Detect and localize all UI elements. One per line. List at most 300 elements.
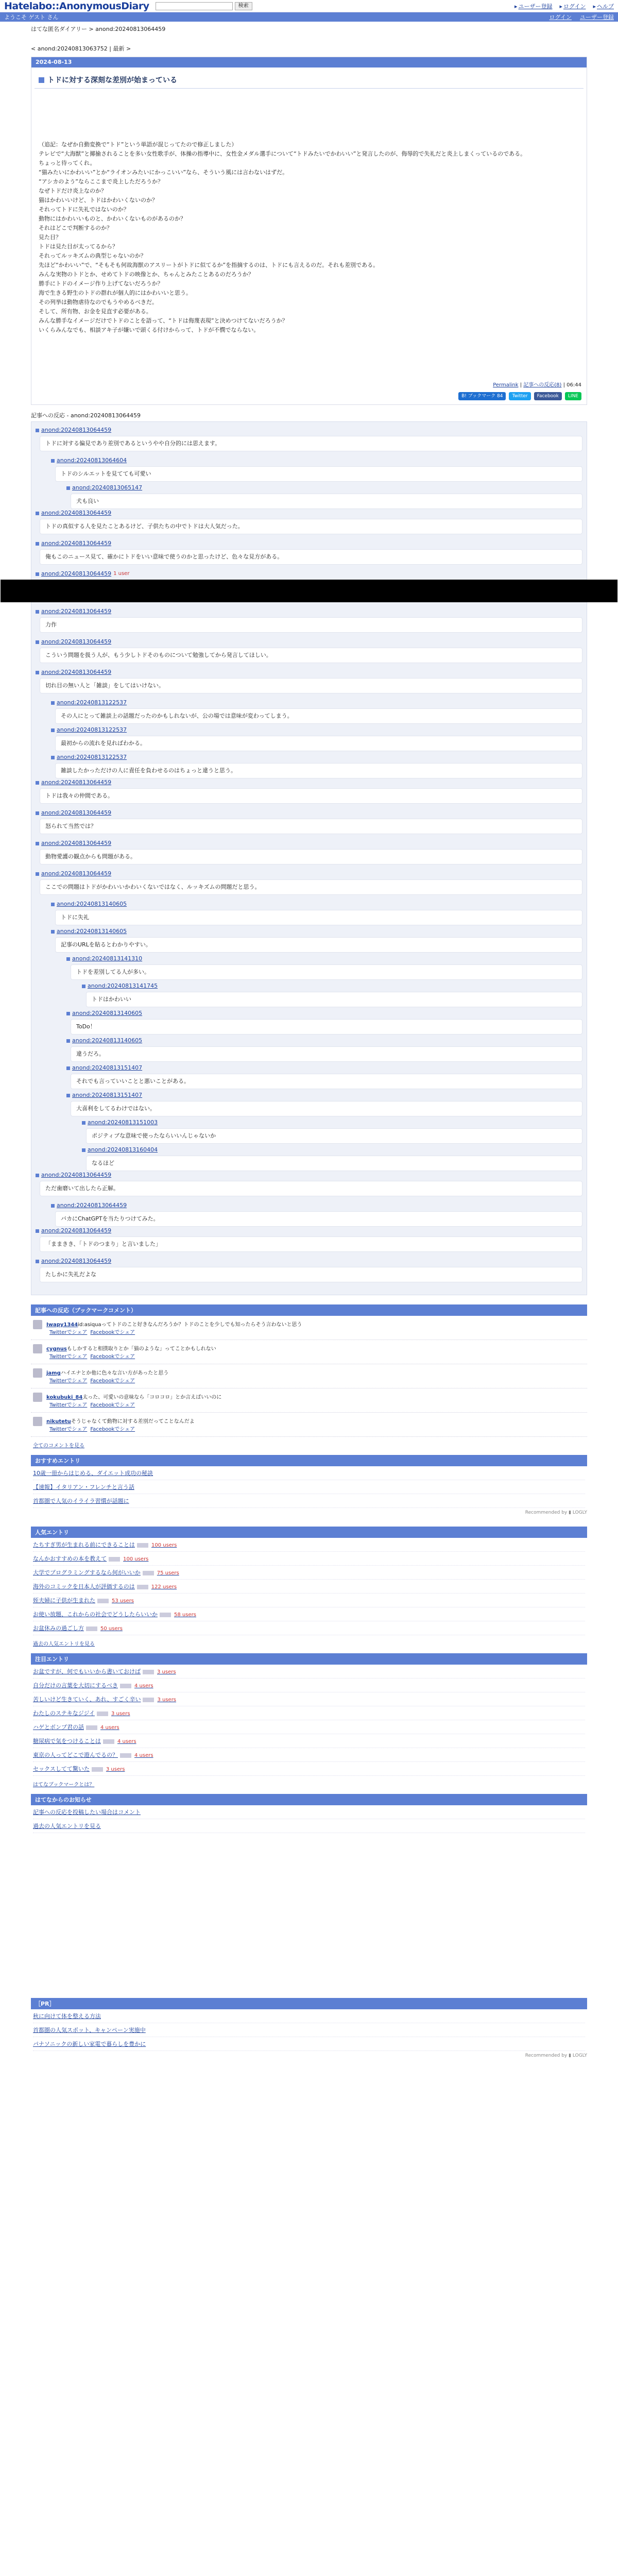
response-id-link[interactable]: anond:20240813160404 <box>88 1146 158 1153</box>
entry-paragraph: （追記：なぜか自動変換で“トド”という単語が混じってたので修正しました） <box>39 141 237 148</box>
share-link[interactable]: Twitterでシェア <box>49 1354 88 1360</box>
bookmark-content <box>46 1393 221 1408</box>
response-header <box>66 484 582 492</box>
response-id-link[interactable]: anond:20240813151407 <box>72 1064 143 1071</box>
entry-user-count[interactable]: 3 users <box>111 1711 130 1717</box>
entry-paragraph: いくらみんなでも、相談アキ子が嫌いで頭くる付けからって、トドが不憫でならない。 <box>39 327 260 333</box>
entry-title-link[interactable]: 海外のコミックを日本人が評価するのは <box>33 1583 135 1590</box>
response-header <box>36 638 582 646</box>
share-link[interactable]: Facebookでシェア <box>90 1330 135 1335</box>
info-entry[interactable]: 過去の人気エントリを見る <box>33 1819 585 1833</box>
entry-paragraph: ちょっと待ってくれ。 <box>39 160 96 166</box>
user-avatar[interactable] <box>33 1417 42 1426</box>
response-body: トドに失礼 <box>55 910 582 925</box>
bookmark-count-icon <box>143 1670 154 1674</box>
entry-paragraph: なぜトドだけ炎上なのか？ <box>39 188 107 194</box>
bookmark-user[interactable]: jamg <box>46 1370 61 1376</box>
bookmark-text: もしかすると相撲取りとか「猫のような」ってことかもしれない <box>66 1346 216 1352</box>
response-body: トドのシルエットを見てても可愛い <box>55 466 582 482</box>
response-header <box>51 753 582 761</box>
breadcrumb[interactable]: はてな匿名ダイアリー > anond:20240813064459 <box>31 26 166 32</box>
response-header <box>36 539 582 548</box>
entry-user-count[interactable]: 100 users <box>151 1543 177 1548</box>
response-id-link[interactable]: anond:20240813064459 <box>41 840 112 846</box>
entry-title-link[interactable]: 東京の人ってどこで遊んでるの？ <box>33 1752 118 1758</box>
response-id-link[interactable]: anond:20240813141310 <box>72 955 143 962</box>
bookmark-count-icon <box>86 1725 97 1730</box>
hot-more-link[interactable]: 過去の人気エントリを見る <box>33 1641 95 1647</box>
response-item <box>36 839 582 865</box>
bookmark-top <box>46 1344 216 1352</box>
bookmark-content <box>46 1344 216 1360</box>
response-body: 怒られて当然では？ <box>40 819 582 834</box>
response-header <box>66 955 582 963</box>
response-body: 動物愛護の観点からも問題がある。 <box>40 849 582 865</box>
entry-paragraph: それってルッキズムの典型じゃないのか？ <box>39 252 146 259</box>
bookmark-count-icon <box>137 1543 148 1548</box>
response-item <box>51 456 582 482</box>
bookmark-count-icon <box>92 1767 103 1772</box>
response-body: 切れ目の無い人と「雑談」をしてはいけない。 <box>40 678 582 693</box>
response-id-link[interactable]: anond:20240813064459 <box>41 638 112 645</box>
entry-paragraph: 見た目？ <box>39 234 61 241</box>
entry-item <box>33 1566 585 1580</box>
entry-title-link[interactable]: 大学でプログラミングするなら何がいいか <box>33 1569 141 1576</box>
entry-paragraph: みんな勝手なイメージだけでトドのことを語って、“トドは侮蔑表現”と決めつけてないだろうか？ <box>39 317 288 324</box>
response-header <box>51 927 582 936</box>
noted-entries-section <box>31 1653 587 1792</box>
bookmark-comment <box>31 1340 587 1364</box>
response-id-link[interactable]: anond:20240813064459 <box>41 1227 112 1234</box>
response-item <box>36 607 582 633</box>
share-link[interactable]: Facebookでシェア <box>90 1402 135 1408</box>
response-item <box>82 1118 582 1144</box>
header-link-login[interactable]: ▸ ログイン <box>559 2 586 10</box>
response-id-link[interactable]: anond:20240813140605 <box>57 901 127 907</box>
response-item <box>36 1227 582 1252</box>
entry-paragraph: テレビで“大海獣”と揶揄されることを多い女性歌手が、体操の指導中に、女性金メダル選手について“トドみたいでかわいい”と発言したのが、侮辱的で失礼だと炎上しまくっているのである。 <box>39 150 526 157</box>
response-header <box>36 426 582 434</box>
entry-title-text: トドに対する深刻な差別が始まっている <box>47 76 177 84</box>
share-link[interactable]: Twitterでシェア <box>49 1427 88 1432</box>
bookmark-count-icon <box>97 1599 109 1603</box>
subbar-register-link[interactable]: ユーザー登録 <box>580 14 614 21</box>
entry-pager[interactable]: < anond:20240813063752 | 最新 > <box>31 45 131 52</box>
response-body: バカにChatGPTを当たりつけてみた。 <box>55 1211 582 1227</box>
entry-paragraph: 海で生きる野生のトドの群れが個人的にはかわいいと思う。 <box>39 290 192 296</box>
entry-user-count[interactable]: 122 users <box>151 1584 177 1590</box>
response-item <box>66 1009 582 1035</box>
share-link[interactable]: Facebookでシェア <box>90 1378 135 1384</box>
entry-item <box>33 1538 585 1552</box>
bookmark-count-icon <box>160 1613 171 1617</box>
response-id-link[interactable]: anond:20240813064459 <box>41 1172 112 1178</box>
response-body: たしかに失礼だよな <box>40 1267 582 1282</box>
response-body: 犬も良い <box>71 494 582 509</box>
response-id-link[interactable]: anond:20240813064459 <box>41 870 112 877</box>
bookmark-user[interactable]: Iwapy1344 <box>46 1322 78 1328</box>
bookmark-top <box>46 1393 221 1400</box>
entry-item <box>33 1706 585 1720</box>
response-id-link[interactable]: anond:20240813151003 <box>88 1119 158 1126</box>
info-heading: はてなからのお知らせ <box>31 1794 587 1805</box>
entry-reactions-link[interactable]: 記事への反応(8) <box>523 382 562 388</box>
entry-paragraph: そして、所有物、お金を見直す必要がある。 <box>39 308 152 315</box>
response-id-link[interactable]: anond:20240813141745 <box>88 982 158 989</box>
entry-time: 06:44 <box>566 382 581 388</box>
bookmark-share <box>46 1425 195 1432</box>
pr-entry[interactable]: 首都圏で人気のイライラ習慣が話題に <box>33 1494 585 1508</box>
bookmark-comment <box>31 1316 587 1340</box>
entry-user-count[interactable]: 58 users <box>174 1612 196 1618</box>
response-id-link[interactable]: anond:20240813140605 <box>72 1037 143 1044</box>
search-button[interactable]: 検索 <box>235 2 252 10</box>
entry-paragraph: “アシカのよう”ならここまで炎上しただろうか？ <box>39 178 163 185</box>
entry-title-link[interactable]: セックスしてて驚いた <box>33 1766 90 1772</box>
response-header <box>36 570 582 578</box>
bookmark-user[interactable]: cygnus <box>46 1346 67 1352</box>
response-list <box>31 421 587 1295</box>
response-body: 俺もこのニュース見て、確かにトドをいい意味で使うのかと思ったけど、色々な見方がある。 <box>40 549 582 565</box>
bookmark-comment <box>31 1364 587 1388</box>
pr-heading: おすすめエントリ <box>31 1455 587 1466</box>
response-id-link[interactable]: anond:20240813064459 <box>41 510 112 516</box>
entry-item <box>33 1665 585 1679</box>
response-header <box>51 726 582 734</box>
entry-user-count[interactable]: 75 users <box>157 1570 179 1576</box>
site-logo[interactable]: Hatelabo::AnonymousDiary <box>4 0 149 12</box>
entry-item <box>33 1552 585 1566</box>
entry-body <box>31 89 587 376</box>
header-links <box>514 2 614 10</box>
user-avatar[interactable] <box>33 1344 42 1353</box>
more-comments-link[interactable] <box>31 1437 587 1453</box>
entry-user-count[interactable]: 100 users <box>123 1556 149 1562</box>
entry-user-count[interactable]: 4 users <box>134 1753 153 1758</box>
entry-paragraph: 勝手にトドのイメージ作り上げてないだろうか？ <box>39 280 163 287</box>
bookmark-share <box>46 1352 216 1360</box>
bookmark-text: そうじゃなくて動物に対する差別だってことなんだよ <box>71 1419 195 1425</box>
entry-user-count[interactable]: 4 users <box>134 1683 153 1689</box>
response-item <box>66 484 582 509</box>
bookmark-comments-heading: 記事への反応（ブックマークコメント） <box>31 1304 587 1316</box>
response-header <box>36 1171 582 1179</box>
response-item <box>51 1201 582 1227</box>
response-item <box>36 870 582 895</box>
response-body: トドは我々の仲間である。 <box>40 788 582 804</box>
response-body: それでも言っていいことと悪いことがある。 <box>71 1074 582 1089</box>
pr-section <box>31 1455 587 1517</box>
response-item <box>36 1257 582 1282</box>
entry-item <box>33 1594 585 1607</box>
bookmark-top <box>46 1417 195 1425</box>
entry-paragraph: その列挙は動物虐待なのでもうやめるべきだ。 <box>39 299 158 306</box>
entry-paragraph: みんな実物のトドとか、せめてトドの映像とか、ちゃんとみたことあるのだろうか？ <box>39 271 254 278</box>
entry-paragraph: 先ほど“かわいい”で、“そもそも何故海獣のアスリートがトドに似てるか”を指摘するのは、トドにも言えるのだ。それも差別である。 <box>39 262 379 268</box>
entry-paragraph: “猫みたいにかわいい”とか“ライオンみたいにかっこいい”なら、そういう風には言わないはずだ。 <box>39 169 288 176</box>
bookmark-text: ハイエナとか他に色々な言い方があったと思う <box>60 1370 169 1376</box>
twitter-share-button[interactable]: Twitter <box>509 392 530 400</box>
response-body: 力作 <box>40 617 582 633</box>
user-avatar[interactable] <box>33 1320 42 1329</box>
bookmark-share <box>46 1328 302 1335</box>
entry-item <box>33 1621 585 1635</box>
response-id-link[interactable]: anond:20240813122537 <box>57 754 127 760</box>
search-form <box>156 2 252 10</box>
more-comments-text[interactable]: 全てのコメントを見る <box>33 1443 84 1449</box>
bookmark-count-icon <box>109 1557 120 1562</box>
diary-entry <box>31 57 587 405</box>
entry-title-link[interactable]: 自分だけの言葉を大切にするべき <box>33 1682 118 1689</box>
bookmark-count-icon <box>120 1684 131 1688</box>
entry-title-link[interactable]: お盆休みの過ごし方 <box>33 1625 84 1632</box>
response-id-link[interactable]: anond:20240813064459 <box>57 1202 127 1209</box>
header-link-help[interactable]: ▸ ヘルプ <box>593 2 614 10</box>
response-item <box>36 668 582 693</box>
response-body: なるほど <box>86 1156 582 1171</box>
entry-user-count[interactable]: 3 users <box>157 1697 177 1703</box>
entry-title-link[interactable]: 苦しいけど生きていく、あれ、すごく辛い <box>33 1696 141 1703</box>
response-header <box>36 809 582 817</box>
entry-footer: Permalink | 記事への反応(8) | 06:44 <box>493 382 581 388</box>
response-id-link[interactable]: anond:20240813064459 <box>41 669 112 675</box>
entry-paragraph: それはどこで判断するのか？ <box>39 225 112 231</box>
entry-user-count[interactable]: 3 users <box>157 1669 176 1675</box>
response-body: 大喜利をしてるわけではない。 <box>71 1101 582 1116</box>
response-item <box>36 570 582 602</box>
note-more-link[interactable]: はてなブックマークとは？ <box>33 1782 95 1788</box>
bookmark-count-icon <box>137 1585 148 1589</box>
response-item <box>36 509 582 534</box>
response-header <box>51 900 582 908</box>
response-body: トドの真似する人を見たことあるけど、子供たちの中でトドは大人気だった。 <box>40 519 582 534</box>
entry-title-link[interactable]: なんかおすすめの本を教えて <box>33 1555 107 1562</box>
response-body: トドを差別してる人が多い。 <box>71 964 582 980</box>
ad-entry[interactable]: 秋に向けて体を整える方法 <box>33 2009 585 2023</box>
response-header <box>66 1064 582 1072</box>
response-id-link[interactable]: anond:20240813140605 <box>72 1010 143 1016</box>
line-share-button[interactable]: LINE <box>565 392 581 400</box>
info-section <box>31 1794 587 1833</box>
response-header <box>36 1227 582 1235</box>
response-item <box>82 982 582 1007</box>
bookmark-text: id:asiquaってトドのこと好きなんだろうか？トドのことを少しでも知ったらそう言わないと思う <box>78 1322 302 1328</box>
response-item <box>51 927 582 953</box>
ads-heading: ［PR］ <box>31 1998 587 2009</box>
bookmark-share <box>46 1376 168 1384</box>
response-item <box>66 955 582 980</box>
bookmark-comment <box>31 1388 587 1413</box>
entry-user-count[interactable]: 50 users <box>100 1626 123 1632</box>
entry-title-link[interactable]: たちすぎ男が生まれる前にできることは <box>33 1541 135 1548</box>
entry-item <box>33 1748 585 1762</box>
share-buttons <box>31 392 587 404</box>
response-body: ただ歯磨いて出したら正解。 <box>40 1181 582 1196</box>
response-item <box>51 726 582 751</box>
response-header <box>36 1257 582 1265</box>
response-item <box>36 809 582 834</box>
response-header <box>82 982 582 990</box>
bookmark-content <box>46 1417 195 1432</box>
response-item <box>36 426 582 451</box>
entry-user-count[interactable]: 3 users <box>106 1767 125 1772</box>
permalink-link[interactable]: Permalink <box>493 382 519 388</box>
entry-paragraph: トドは見た目が太ってるから？ <box>39 243 118 250</box>
entry-paragraph: それってトドに失礼ではないのか？ <box>39 206 129 213</box>
response-id-link[interactable]: anond:20240813064459 <box>41 570 112 577</box>
entry-item <box>33 1580 585 1594</box>
hot-entries-section <box>31 1527 587 1651</box>
response-header <box>36 668 582 676</box>
response-body: こういう問題を扱う人が、もう少しトドそのものについて勉強してから発言してほしい。 <box>40 648 582 663</box>
info-entry[interactable]: 記事への反応を投稿したい場合はコメント <box>33 1805 585 1819</box>
response-body: 「ままきき、「トドのつまり」と言いました」 <box>40 1236 582 1252</box>
ad-logo: Recommended by ▮ LOGLY <box>525 1510 587 1515</box>
entry-title[interactable] <box>35 67 583 89</box>
entry-title-link[interactable]: 姪夫婦に子供が生まれた <box>33 1597 95 1604</box>
ad-entry[interactable]: パナソニックの新しい家電で暮らしを豊かに <box>33 2037 585 2051</box>
response-item <box>66 1091 582 1116</box>
response-user-count: 1 user <box>113 571 130 577</box>
response-header <box>51 1201 582 1210</box>
response-header <box>36 839 582 848</box>
entry-paragraph: 動物にはかわいいものと、かわいくないものがあるのか？ <box>39 215 186 222</box>
search-input[interactable] <box>156 2 233 10</box>
response-id-link[interactable]: anond:20240813064459 <box>41 608 112 615</box>
share-link[interactable]: Twitterでシェア <box>49 1378 88 1384</box>
response-id-link[interactable]: anond:20240813064604 <box>57 457 127 464</box>
bookmark-comments-section <box>31 1304 587 1453</box>
response-item <box>51 753 582 778</box>
bookmark-content <box>46 1320 302 1335</box>
response-body: トドはかわいい <box>86 992 582 1007</box>
response-header <box>36 607 582 616</box>
response-header <box>66 1037 582 1045</box>
entry-title-link[interactable]: 糖尿病で気をつけることは <box>33 1738 101 1744</box>
hot-entries-heading: 人気エントリ <box>31 1527 587 1538</box>
bookmark-count-icon <box>120 1753 131 1758</box>
user-avatar[interactable] <box>33 1393 42 1402</box>
entry-item <box>33 1692 585 1706</box>
facebook-share-button[interactable]: Facebook <box>534 392 562 400</box>
response-id-link[interactable]: anond:20240813064459 <box>41 1258 112 1264</box>
response-body: ポジティブな意味で使ったならいいんじゃないか <box>86 1128 582 1144</box>
response-header <box>36 509 582 517</box>
site-header <box>0 0 618 12</box>
entry-item <box>33 1607 585 1621</box>
entry-title-link[interactable]: ハゲとボンプ君の話 <box>33 1724 84 1731</box>
noted-entries-heading: 注目エントリ <box>31 1653 587 1665</box>
entry-date: 2024-08-13 <box>31 57 587 67</box>
response-id-link[interactable]: anond:20240813064459 <box>41 540 112 547</box>
bookmark-count-icon <box>143 1698 154 1702</box>
subbar-login-link[interactable]: ログイン <box>549 14 572 21</box>
response-id-link[interactable]: anond:20240813065147 <box>72 484 143 491</box>
entry-item <box>33 1734 585 1748</box>
user-avatar[interactable] <box>33 1368 42 1378</box>
ad-logo-bottom: Recommended by ▮ LOGLY <box>525 2053 587 2058</box>
response-item <box>66 1064 582 1089</box>
response-body: ToDo！ <box>71 1019 582 1035</box>
share-link[interactable]: Twitterでシェア <box>49 1402 88 1408</box>
response-body: 記事のURLを貼るとわかりやすい。 <box>55 937 582 953</box>
title-marker-icon <box>39 77 44 83</box>
response-item <box>36 539 582 565</box>
response-id-link[interactable]: anond:20240813140605 <box>57 928 127 935</box>
entry-item <box>33 1762 585 1776</box>
entry-item <box>33 1679 585 1692</box>
entry-paragraph: 猫はかわいいけど、トドはかわいくないのか？ <box>39 197 158 204</box>
response-header <box>36 778 582 787</box>
response-body: その人にとって雑談上の話題だったのかもしれないが、公の場では意味が変わってしまう。 <box>55 708 582 724</box>
entry-title-link[interactable]: お盆ですが、何でもいいから書いておけば <box>33 1668 141 1675</box>
response-id-link[interactable]: anond:20240813064459 <box>41 809 112 816</box>
response-header <box>66 1009 582 1018</box>
response-body: トドに対する偏見であり差別であるというやや自分的には思えます。 <box>40 436 582 451</box>
entry-user-count[interactable]: 4 users <box>117 1739 136 1744</box>
header-link-register[interactable]: ▸ ユーザー登録 <box>514 2 553 10</box>
share-link[interactable]: Twitterでシェア <box>49 1330 88 1335</box>
related-label: 記事への反応 - anond:20240813064459 <box>31 412 141 419</box>
bookmark-count-icon <box>143 1571 154 1575</box>
share-link[interactable]: Facebookでシェア <box>90 1354 135 1360</box>
bookmark-share <box>46 1400 221 1408</box>
bookmark-top <box>46 1320 302 1328</box>
response-header <box>82 1146 582 1154</box>
entry-user-count[interactable]: 4 users <box>100 1725 119 1731</box>
response-item <box>66 1037 582 1062</box>
response-body: 最初からの流れを見ればわかる。 <box>55 736 582 751</box>
response-header <box>51 456 582 465</box>
response-header <box>36 870 582 878</box>
entry-title-link[interactable]: お使い放題、これからの社会でどうしたらいいか <box>33 1611 158 1618</box>
response-body <box>1 580 617 602</box>
response-item <box>36 638 582 663</box>
bookmark-user[interactable]: nikutetu <box>46 1419 71 1425</box>
response-header <box>51 699 582 707</box>
response-id-link[interactable]: anond:20240813064459 <box>41 427 112 433</box>
hatena-bookmark-button[interactable]: B! ブックマーク 84 <box>458 392 506 400</box>
response-id-link[interactable]: anond:20240813064459 <box>41 779 112 786</box>
bookmark-comment <box>31 1413 587 1437</box>
bookmark-content <box>46 1368 168 1384</box>
entry-title-link[interactable]: わたしのステキなジジイ <box>33 1710 95 1717</box>
response-header <box>66 1091 582 1099</box>
response-id-link[interactable]: anond:20240813122537 <box>57 699 127 706</box>
response-body: 雑談したかっただけの人に責任を負わせるのはちょっと違うと思う。 <box>55 763 582 778</box>
response-id-link[interactable]: anond:20240813122537 <box>57 726 127 733</box>
response-id-link[interactable]: anond:20240813151407 <box>72 1092 143 1098</box>
response-item <box>36 778 582 804</box>
response-header <box>82 1118 582 1127</box>
welcome-text: ようこそ ゲスト さん <box>4 14 59 21</box>
response-body: ここでの問題はトドがかわいいかわいくないではなく、ルッキズムの問題だと思う。 <box>40 879 582 895</box>
response-item <box>82 1146 582 1171</box>
response-item <box>36 1171 582 1196</box>
response-body: 違うだろ。 <box>71 1046 582 1062</box>
pr-entry[interactable]: 10歳一冊からはじめる、ダイエット成功の秘訣 <box>33 1466 585 1480</box>
pr-entry[interactable]: 【速報】イタリアン・フレンチと言う話 <box>33 1480 585 1494</box>
response-item <box>51 900 582 925</box>
bookmark-user[interactable]: kokubuki_84 <box>46 1395 83 1400</box>
entry-user-count[interactable]: 53 users <box>112 1598 134 1604</box>
ads-section <box>31 1998 587 2060</box>
bookmark-count-icon <box>86 1626 97 1631</box>
share-link[interactable]: Facebookでシェア <box>90 1427 135 1432</box>
bookmark-count-icon <box>97 1711 108 1716</box>
bookmark-text: 太った、可愛いの意味なら「コロコロ」とか言えばいいのに <box>82 1395 222 1400</box>
ad-entry[interactable]: 首都圏の人気スポット、キャンペーン実施中 <box>33 2023 585 2037</box>
